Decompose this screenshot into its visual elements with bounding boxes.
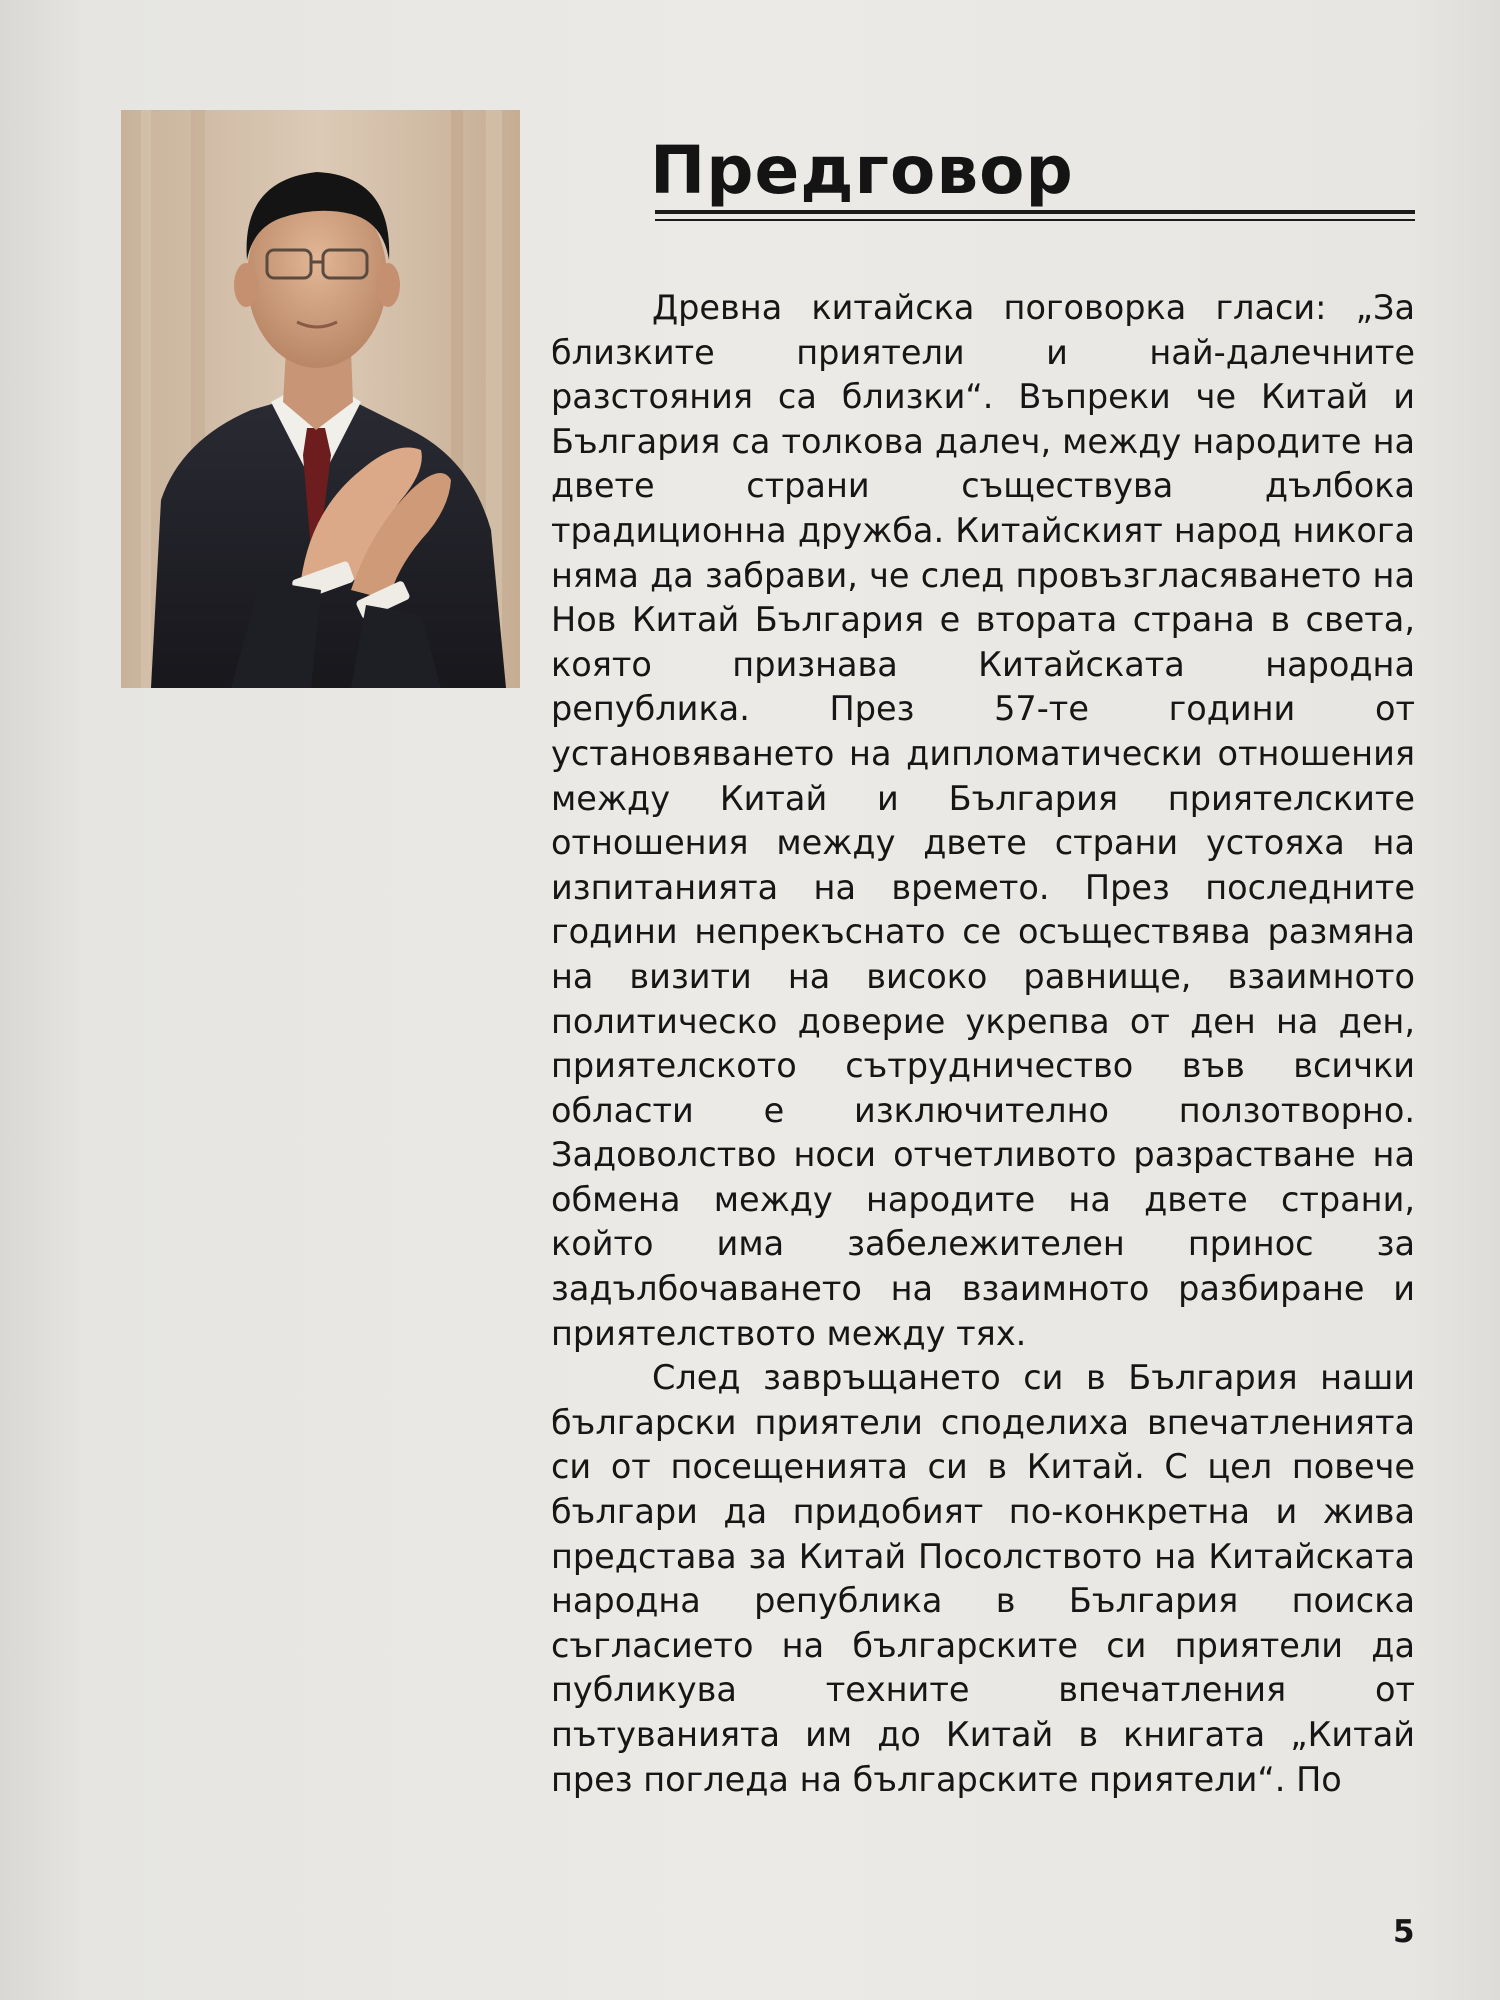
title-rule-thick [655,210,1415,214]
foreword-text [551,286,1415,1802]
title-rule-thin [655,219,1415,221]
photo-of-man-applauding-icon [121,110,520,688]
page-number: 5 [1393,1914,1415,1950]
paragraph-2: След завръщането си в България наши български приятели споделиха впечатленията си от посещенията си в Китай. С цел повече българи да придобият по-конкретна и жива представа за Китай Посолството на Китайската народна република в България поиска съгласието на българските си приятели да публикува техните впечатления от пътуванията им до Китай в книгата „Китай през погледа на българските приятели“. По [551,1358,1415,1799]
page-title: Предговор [650,132,1074,209]
paragraph-1: Древна китайска поговорка гласи: „За близките приятели и най-далечните разстояния са близки“. Въпреки че Китай и България са толкова далеч, между народите на двете страни съществува дълбока традиционна дружба. Китайският народ никога няма да забрави, че след провъзгласяването на Нов Китай България е втората страна в света, която признава Китайската народна република. През 57-те години от установяването на дипломатически отношения между Китай и България приятелските отношения между двете страни устояха на изпитанията на времето. През последните години непрекъснато се осъществява размяна на визити на високо равнище, взаимното политическо доверие укрепва от ден на ден, приятелското сътрудничество във всички области е изключително ползотворно. Задоволство носи отчетливото разрастване на обмена между народите на двете страни, който има забележителен принос за задълбочаването на взаимното разбиране и приятелството между тях. [551,288,1415,1353]
portrait-photo [121,110,520,688]
